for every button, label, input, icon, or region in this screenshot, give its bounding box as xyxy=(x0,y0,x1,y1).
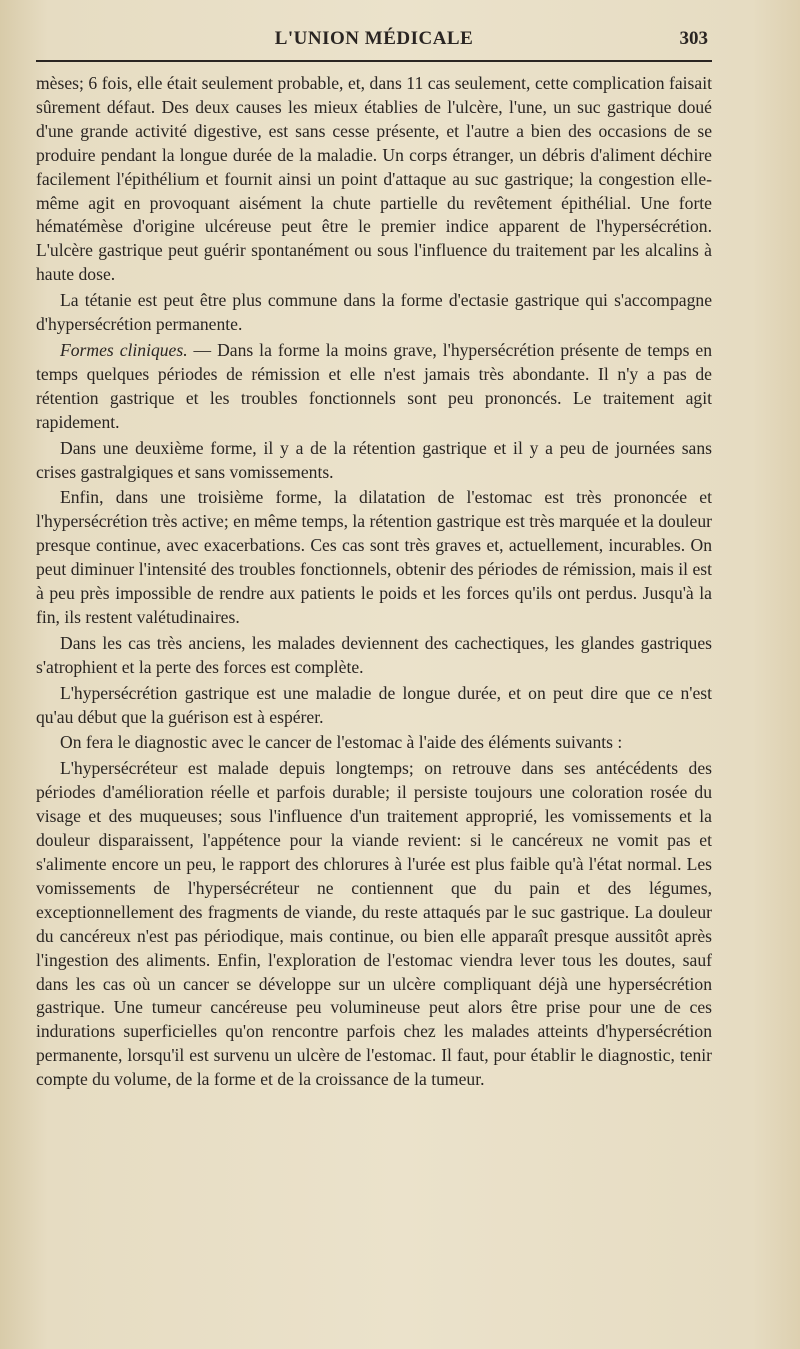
paragraph: Dans les cas très anciens, les malades deviennent des cachectiques, les glandes gastriques s'atrophient et la perte des forces est complète. xyxy=(36,632,712,677)
page-header xyxy=(36,24,712,60)
paragraph: La tétanie est peut être plus commune dans la forme d'ectasie gastrique qui s'accompagne d'hypersécrétion permanente. xyxy=(36,290,712,335)
page-number: 303 xyxy=(679,28,708,49)
paragraph: On fera le diagnostic avec le cancer de l'estomac à l'aide des éléments suivants : xyxy=(60,732,623,753)
body-text xyxy=(36,72,712,1092)
paragraph: Dans une deuxième forme, il y a de la rétention gastrique et il y a peu de journées sans crises gastralgiques et sans vomissements. xyxy=(36,437,712,482)
paragraph-text: — Dans la forme la moins grave, l'hypersécrétion présente de temps en temps quelques périodes de rémission et elle n'est jamais très abondante. Il n'y a pas de rétention gastrique et les troubles fonctionnels sont peu prononcés. Le traitement agit rapidement. xyxy=(36,339,712,432)
paragraph xyxy=(36,339,712,435)
paragraph: mèses; 6 fois, elle était seulement probable, et, dans 11 cas seulement, cette complication faisait sûrement défaut. Des deux causes les mieux établies de l'ulcère, l'une, un suc gastrique doué d'une grande activité digestive, est sans cesse présente, et l'autre a bien des occasions de se produire pendant la longue durée de la maladie. Un corps étranger, un débris d'aliment déchire facilement l'épithélium et fournit ainsi un point d'attaque au suc gastrique; la congestion elle-même agit en provoquant aisément la chute partielle du revêtement épithélial. Une forte hématémèse d'origine ulcéreuse peut être le premier indice apparent de l'hypersécrétion. L'ulcère gastrique peut guérir spontanément ou sous l'influence du traitement par les alcalins à haute dose. xyxy=(36,73,712,285)
paragraph: Enfin, dans une troisième forme, la dilatation de l'estomac est très prononcée et l'hypersécrétion très active; en même temps, la rétention gastrique est très marquée et la douleur presque continue, avec exacerbations. Ces cas sont très graves et, actuellement, incurables. On peut diminuer l'intensité des troubles fonctionnels, obtenir des périodes de rémission, mais il est à peu près impossible de rendre aux patients le poids et les forces qu'ils ont perdus. Jusqu'à la fin, ils restent valétudinaires. xyxy=(36,487,712,627)
running-title: L'UNION MÉDICALE xyxy=(274,28,474,49)
paragraph-lead: Formes cliniques. xyxy=(60,339,188,360)
paragraph: L'hypersécrétion gastrique est une maladie de longue durée, et on peut dire que ce n'est qu'au début que la guérison est à espérer. xyxy=(36,682,712,727)
paragraph: L'hypersécréteur est malade depuis longtemps; on retrouve dans ses antécédents des périodes d'amélioration réelle et parfois durable; il persiste toujours une coloration rosée du visage et des muqueuses; sous l'influence d'un traitement approprié, les vomissements et la douleur disparaissent, l'appétence pour la viande revient: si le cancéreux ne vomit pas et s'alimente encore un peu, le rapport des chlorures à l'urée est plus faible qu'à l'état normal. Les vomissements de l'hypersécréteur ne contiennent que du pain et des légumes, exceptionnellement des fragments de viande, du reste attaqués par le suc gastrique. La douleur du cancéreux n'est pas périodique, mais continue, ou bien elle apparaît presque aussitôt après l'ingestion des aliments. Enfin, l'exploration de l'estomac viendra lever tous les doutes, sauf dans les cas où un cancer se développe sur un ulcère compliquant déjà une hypersécrétion gastrique. Une tumeur cancéreuse peu volumineuse peut alors être prise pour une de ces indurations superficielles qu'on rencontre parfois chez les malades atteints d'hypersécrétion permanente, lorsqu'il est survenu un ulcère de l'estomac. Il faut, pour établir le diagnostic, tenir compte du volume, de la forme et de la croissance de la tumeur. xyxy=(36,758,712,1090)
header-rule xyxy=(36,60,712,62)
